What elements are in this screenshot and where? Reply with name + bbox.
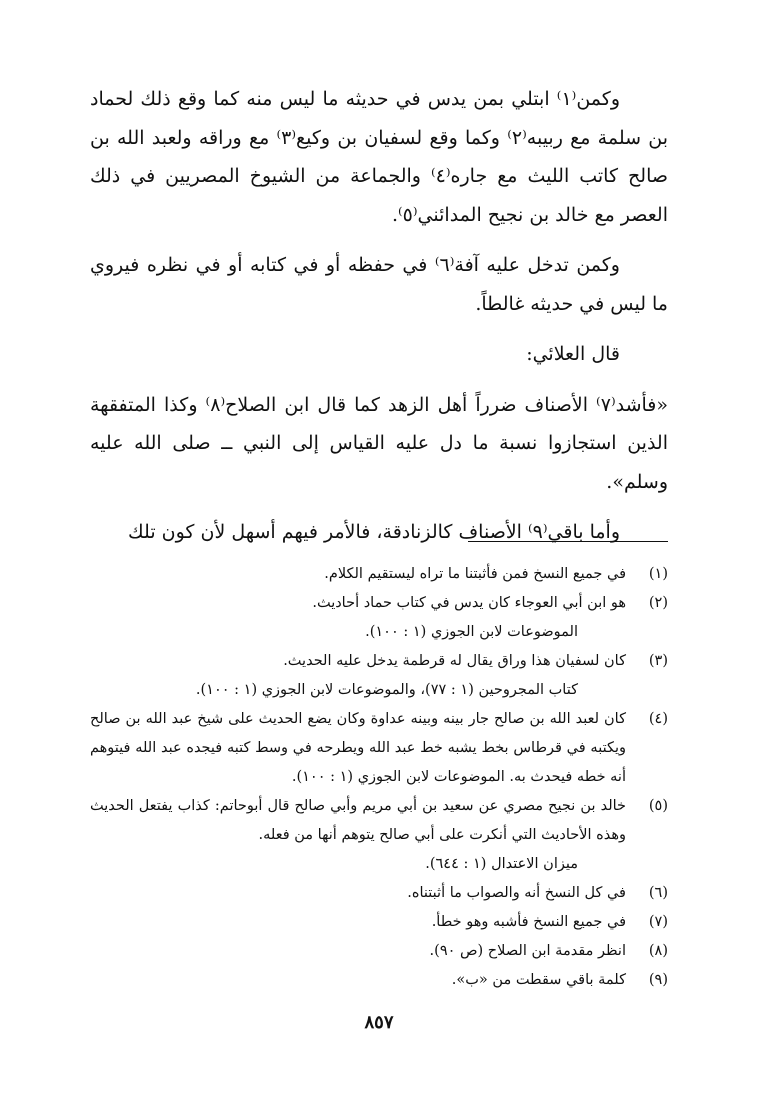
footnote-body xyxy=(90,966,626,995)
paragraph-3-text: قال العلائي: xyxy=(526,343,620,365)
footnote-number: (٩) xyxy=(648,972,668,988)
footnote-number: (١) xyxy=(648,566,668,582)
paragraph-4 xyxy=(90,386,668,502)
main-text xyxy=(90,80,668,564)
footnote-body xyxy=(90,908,626,937)
footnote-body xyxy=(90,560,626,589)
paragraph-1 xyxy=(90,80,668,234)
footnote-3 xyxy=(90,647,668,705)
footnote-text: كان لعبد الله بن صالح جار بينه وبينه عداوة وكان يضع الحديث على شيخ عبد الله بن صالح ويكتبه في قرطاس بخط يشبه خط عبد الله ويطرحه في وسط كتبه فيجده عبد الله فيتوهم أنه خطه فيحدث به. الموضوعات لابن الجوزي (١ : ١٠٠). xyxy=(90,711,626,785)
footnote-number: (٢) xyxy=(648,595,668,611)
footnote-number: (٨) xyxy=(648,943,668,959)
footnote-text: كلمة باقي سقطت من «ب». xyxy=(451,972,626,988)
footnote-text: انظر مقدمة ابن الصلاح (ص ٩٠). xyxy=(429,943,626,959)
paragraph-1-text: وكمن⁽١⁾ ابتلي بمن يدس في حديثه ما ليس منه كما وقع ذلك لحماد بن سلمة مع ربيبه⁽٢⁾ وكما وقع لسفيان بن وكيع⁽٣⁾ مع وراقه ولعبد الله بن صالح كاتب الليث مع جاره⁽٤⁾ والجماعة من الشيوخ المصريين في ذلك العصر مع خالد بن نجيح المدائني⁽٥⁾. xyxy=(90,88,669,226)
paragraph-5 xyxy=(90,513,668,552)
footnote-number: (٧) xyxy=(648,914,668,930)
footnote-9 xyxy=(90,966,668,995)
footnote-number: (٥) xyxy=(648,798,668,814)
footnote-separator xyxy=(468,541,668,542)
footnote-8 xyxy=(90,937,668,966)
footnote-text: في جميع النسخ فمن فأثبتنا ما تراه ليستقيم الكلام. xyxy=(324,566,626,582)
paragraph-2 xyxy=(90,246,668,323)
footnote-7 xyxy=(90,908,668,937)
footnote-source: الموضوعات لابن الجوزي (١ : ١٠٠). xyxy=(365,624,578,640)
footnote-1 xyxy=(90,560,668,589)
footnote-5 xyxy=(90,792,668,879)
footnote-text: هو ابن أبي العوجاء كان يدس في كتاب حماد أحاديث. xyxy=(312,595,626,611)
footnote-text: في جميع النسخ فأشبه وهو خطأ. xyxy=(431,914,626,930)
page-number: ٨٥٧ xyxy=(364,1012,394,1033)
footnote-text: في كل النسخ أنه والصواب ما أثبتناه. xyxy=(407,885,626,901)
footnote-2 xyxy=(90,589,668,647)
footnote-number: (٣) xyxy=(648,653,668,669)
footnote-source: كتاب المجروحين (١ : ٧٧)، والموضوعات لابن الجوزي (١ : ١٠٠). xyxy=(195,682,578,698)
footnote-body xyxy=(90,792,626,879)
footnote-body xyxy=(90,937,626,966)
paragraph-4-text: «فأشد⁽٧⁾ الأصناف ضرراً أهل الزهد كما قال ابن الصلاح⁽٨⁾ وكذا المتفقهة الذين استجازوا نسبة ما دل عليه القياس إلى النبي ــ صلى الله عليه وسلم». xyxy=(90,393,668,493)
footnote-body xyxy=(90,647,626,705)
footnote-number: (٦) xyxy=(648,885,668,901)
paragraph-3 xyxy=(90,335,668,374)
paragraph-5-text: وأما باقي⁽٩⁾ الأصناف كالزنادقة، فالأمر فيهم أسهل لأن كون تلك xyxy=(128,521,620,543)
footnote-6 xyxy=(90,879,668,908)
footnote-4 xyxy=(90,705,668,792)
footnote-body xyxy=(90,705,626,792)
footnote-body xyxy=(90,879,626,908)
footnote-body xyxy=(90,589,626,647)
paragraph-2-text: وكمن تدخل عليه آفة⁽٦⁾ في حفظه أو في كتابه أو في نظره فيروي ما ليس في حديثه غالطاً. xyxy=(90,254,668,315)
footnote-text: خالد بن نجيح مصري عن سعيد بن أبي مريم وأبي صالح قال أبوحاتم: كذاب يفتعل الحديث وهذه الأحاديث التي أنكرت على أبي صالح يتوهم أنها من فعله. xyxy=(90,798,626,843)
footnote-source: ميزان الاعتدال (١ : ٦٤٤). xyxy=(425,856,578,872)
footnotes xyxy=(90,560,668,995)
footnote-text: كان لسفيان هذا وراق يقال له قرطمة يدخل عليه الحديث. xyxy=(283,653,626,669)
footnote-number: (٤) xyxy=(648,711,668,727)
